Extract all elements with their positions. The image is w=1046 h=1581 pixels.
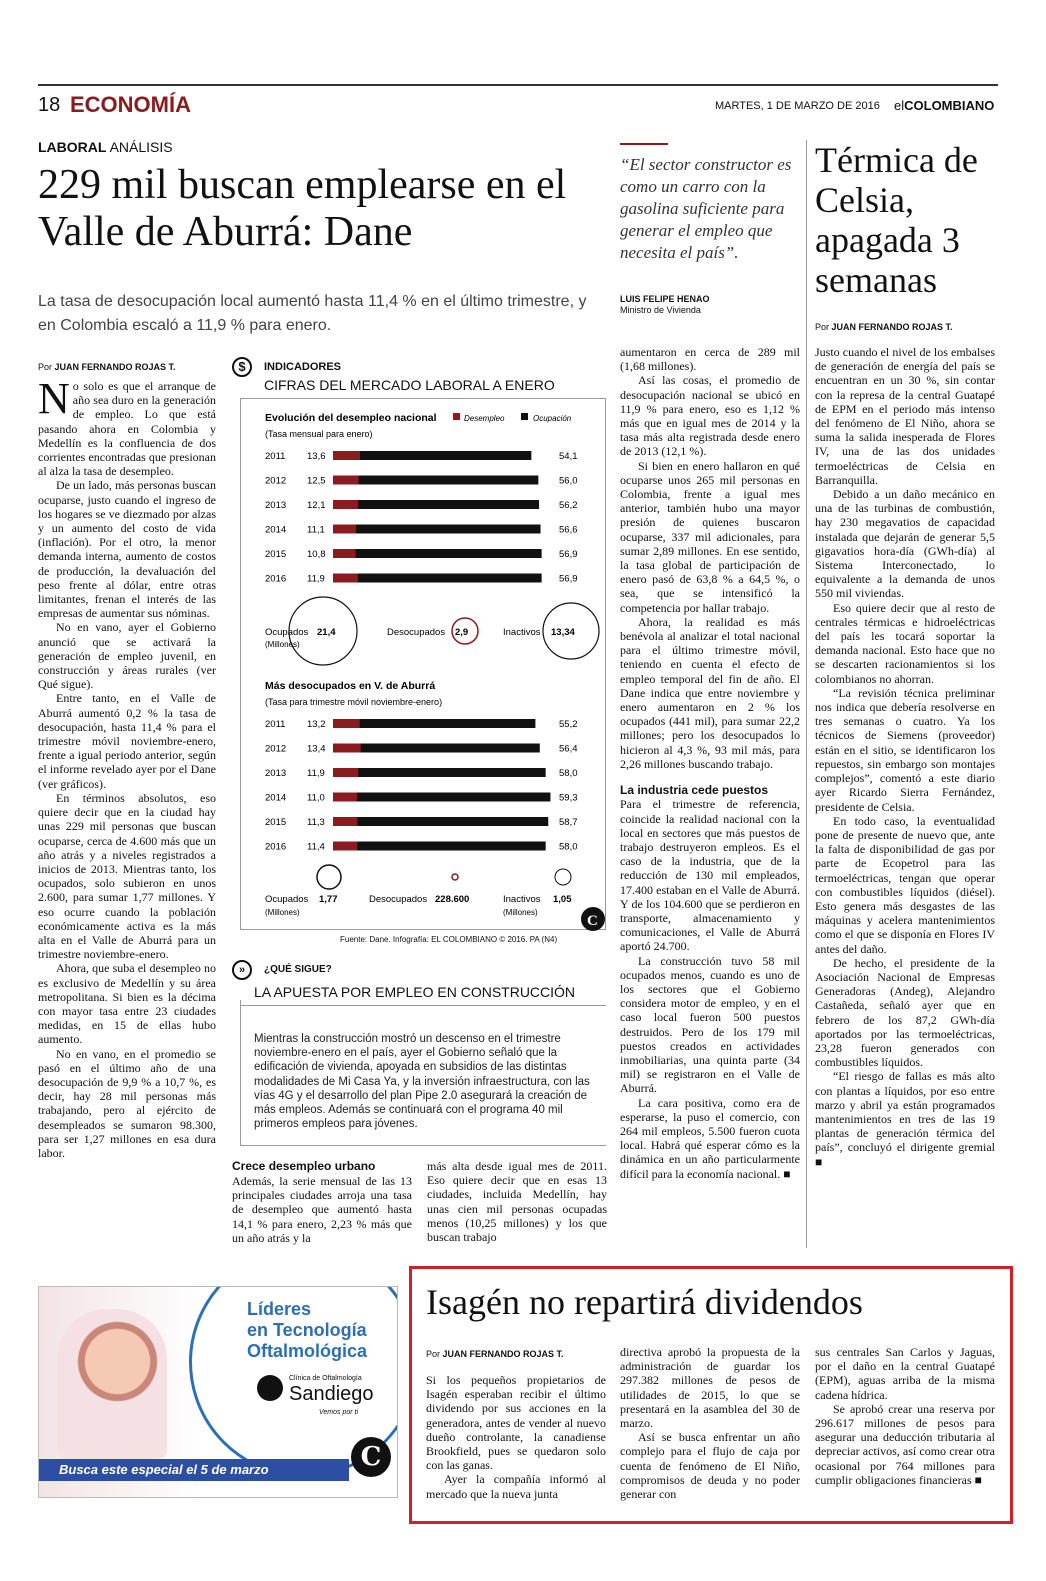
paragraph: Así se busca enfrentar un año complejo para el flujo de caja por cuenta de fenómeno de El Niño, compromisos de deuda y no poder generar con	[620, 1430, 800, 1502]
paragraph: La cara positiva, como era de esperarse, la puso el comercio, con 264 mil empleos, 5.500 fueron cuota local. Habrá qué esperar cómo es la dinámica en un año particularmente difícil para la economía nacional. ■	[620, 1095, 800, 1181]
paragraph: “El riesgo de fallas es más alto con plantas a líquidos, por eso entre marzo y abril ya están programados mantenimientos en tres de las 19 plantas de generación térmica del país”, concluyó el dirigente gremial ■	[815, 1069, 995, 1169]
girl-photo-icon	[57, 1309, 167, 1459]
section-title: ECONOMÍA	[70, 92, 191, 117]
ocupacion-label: 58,0	[559, 768, 578, 779]
year-label: 2015	[265, 549, 287, 560]
ocupacion-bar	[333, 451, 531, 460]
block-title: Más desocupados en V. de Aburrá	[265, 680, 436, 692]
ocupados-label: Ocupados	[265, 627, 309, 638]
infographic-chart	[241, 399, 607, 931]
byline-prefix: Por	[815, 322, 830, 332]
ocupacion-label: 56,2	[559, 500, 578, 511]
ocupacion-bar	[333, 549, 542, 558]
desempleo-bar	[333, 549, 356, 558]
crece-right: más alta desde igual mes de 2011. Eso quiere decir que en esas 13 ciudades, incluida Medellín, hay unas cien mil personas ocupadas menos (10,25 millones) y los que buscan trabajo	[427, 1159, 607, 1245]
quote-role: Ministro de Vivienda	[620, 305, 701, 315]
year-label: 2014	[265, 524, 287, 536]
inactivos-value: 1,05	[553, 894, 572, 905]
ocupados-value: 21,4	[317, 627, 336, 638]
brand-prefix: el	[894, 98, 905, 113]
inactivos-circle	[555, 869, 571, 885]
paragraph: Ahora, la realidad es más benévola al analizar el total nacional para el último trimestre móvil, teniendo en cuenta el efecto de empleo temporal del fin de año. El Dane indica que entre noviembre y enero aumentaron en 2 % los ocupados (441 mil), para sumar 22,2 millones; pero los desocupados lo hicieron al 4,3 %, 93 mil más, para 2,26 millones buscando trabajo.	[620, 614, 800, 771]
legend-ocupacion-swatch	[521, 413, 528, 420]
infographic-box	[240, 398, 606, 930]
desocupados-value: 2,9	[455, 627, 469, 638]
desempleo-label: 11,0	[307, 792, 325, 804]
year-label: 2016	[265, 841, 287, 853]
double-chevron-icon: »	[232, 960, 252, 980]
kicker-bold: LABORAL	[38, 139, 107, 155]
inactivos-value: 13,34	[551, 627, 575, 638]
desempleo-bar	[333, 525, 356, 534]
que-sigue-text: Mientras la construcción mostró un descenso en el trimestre noviembre-enero en el país, ayer el Gobierno señaló que la edificación de vivienda, apoyada en subsidios de las distintas modalidades de Mi Casa Ya, y la inversión infraestructura, con las vías 4G y el desarrollo del plan Pipe 2.0 asegurará la creación de más empleos. Además se continuará con el programa 40 mil primeros empleos para jóvenes.	[254, 1033, 590, 1131]
quote-author: LUIS FELIPE HENAO	[620, 294, 710, 304]
ocupacion-bar	[333, 817, 548, 826]
inactivos-unit: (Millones)	[503, 908, 538, 917]
desempleo-bar	[333, 793, 357, 802]
desempleo-label: 11,9	[307, 573, 325, 585]
desocupados-label: Desocupados	[369, 894, 428, 905]
paragraph: “La revisión técnica preliminar nos indica que debería resolverse en tres semanas o cuatro. Ya los técnicos de Siemens (proveedor) están en el sitio, se identificaron los repuestos, sin embargo son montajes complejos”, comentó a este diario ayer Ricardo Sierra Fernández, presidente de Celsia.	[815, 685, 995, 814]
quote-rule	[620, 143, 668, 145]
legend-desempleo-swatch	[453, 413, 460, 420]
paragraph: La construcción tuvo 58 mil ocupados menos, cuando es uno de los sectores que el Gobierno considera motor de empleo, y en el caso local fueron 500 puestos destruidos. Pero de los 179 mil puestos creados en actividades inmobiliarias, una quinta parte (34 mil) se registraron en el Valle de Aburrá.	[620, 953, 800, 1096]
ocupacion-bar	[333, 719, 535, 728]
ocupacion-label: 54,1	[559, 451, 578, 462]
year-label: 2012	[265, 743, 287, 755]
paragraph: Debido a un daño mecánico en una de las turbinas de combustión, hay 230 megavatios de capacidad instalada que dejarán de generar 5,5 gigavatios hora-día (GWh-día) al Sistema Interconectado, lo equivalente a la demanda de unos 550 mil viviendas.	[815, 487, 995, 601]
byline-name: JUAN FERNANDO ROJAS T.	[831, 322, 953, 332]
que-sigue-bottom-rule	[240, 1145, 606, 1146]
inactivos-label: Inactivos	[503, 894, 541, 905]
year-label: 2013	[265, 768, 287, 779]
ocupacion-label: 58,0	[559, 841, 578, 853]
ad-slogan: Vemos por ti	[319, 1409, 359, 1416]
byline-prefix: Por	[426, 1349, 441, 1359]
paragraph: No en vano, ayer el Gobierno anunció que se activará la generación de empleo juvenil, en construcción y áreas rurales (ver Qué sigue).	[38, 620, 216, 692]
desempleo-bar	[333, 719, 360, 728]
isagen-story	[409, 1266, 1013, 1524]
isagen-col2	[620, 1345, 800, 1501]
legend-desempleo: Desempleo	[464, 414, 505, 423]
brand-name: COLOMBIANO	[904, 98, 995, 113]
col3-subhead: La industria cede puestos	[620, 783, 769, 798]
colombiano-badge-icon: C	[351, 1437, 391, 1477]
desempleo-label: 11,4	[307, 841, 325, 853]
que-sigue-rule	[240, 1005, 606, 1006]
desempleo-label: 12,1	[307, 500, 326, 511]
block-subtitle: (Tasa mensual para enero)	[265, 429, 373, 439]
paragraph: aumentaron en cerca de 289 mil (1,68 millones).	[620, 345, 800, 374]
ocupacion-bar	[333, 842, 546, 851]
year-label: 2015	[265, 817, 287, 828]
paragraph: Para el trimestre de referencia, coincide la realidad nacional con la local en sectores que más puestos de trabajo destruyeron empleos. Es el caso de la industria, que de la reducción de 130 mil empleados, 17.400 estaban en el Valle de Aburrá. Y de los 104.600 que se perdieron en transporte, almacenamiento y comunicaciones, el Valle de Aburrá aportó 24.700.	[620, 797, 800, 954]
ocupacion-label: 56,9	[559, 573, 578, 585]
brand-logo	[894, 98, 994, 113]
ocupacion-label: 56,9	[559, 549, 578, 560]
ad-clinic-name: Sandiego	[289, 1383, 374, 1405]
que-sigue-title: LA APUESTA POR EMPLEO EN CONSTRUCCIÓN	[254, 984, 576, 1000]
desempleo-bar	[333, 476, 359, 485]
paragraph: Entre tanto, en el Valle de Aburrá aumentó 0,2 % la tasa de desocupación, hasta 11,4 % para el trimestre móvil noviembre-enero, frente a igual periodo anterior, según el informe revelado ayer por el Dane (ver gráficos).	[38, 691, 216, 791]
ocupacion-bar	[333, 476, 538, 485]
que-sigue-label: ¿QUÉ SIGUE?	[264, 964, 332, 975]
advertisement[interactable]	[38, 1286, 398, 1498]
ocupados-unit: (Millones)	[265, 908, 300, 917]
year-label: 2016	[265, 573, 287, 585]
desempleo-label: 12,5	[307, 475, 326, 487]
paragraph: Así las cosas, el promedio de desocupación nacional se ubicó en 11,9 % para enero, eso es 1,12 % más que en igual mes de 2014 y la tasa más alta registrada desde enero de 2013 (12,1 %).	[620, 373, 800, 459]
desempleo-bar	[333, 842, 357, 851]
year-label: 2011	[265, 451, 286, 462]
isagen-headline: Isagén no repartirá dividendos	[426, 1282, 863, 1322]
ocupacion-label: 58,7	[559, 817, 578, 828]
ad-line2: en Tecnología	[247, 1320, 367, 1340]
ocupacion-bar	[333, 574, 542, 583]
year-label: 2013	[265, 500, 287, 511]
paragraph: De un lado, más personas buscan ocuparse, justo cuando el ingreso de los hogares se ve diezmado por alzas y un aumento del costo de vida (inflación). Por el otro, la menor demanda interna, aumento de costos de producción, la devaluación del peso frente al dólar, entre otras limitantes, frenan el interés de las empresas de aumentar sus nóminas.	[38, 478, 216, 621]
byline-prefix: Por	[38, 362, 53, 372]
desempleo-bar	[333, 817, 357, 826]
colombiano-c-letter: C	[587, 913, 598, 929]
side-byline	[815, 322, 953, 332]
infographic-label: INDICADORES	[264, 361, 342, 373]
desempleo-label: 10,8	[307, 549, 326, 560]
paragraph: Ayer la compañía informó al mercado que la nueva junta	[426, 1472, 606, 1501]
issue-date: MARTES, 1 DE MARZO DE 2016	[715, 100, 880, 112]
desempleo-label: 13,2	[307, 719, 326, 730]
ocupados-circle	[317, 865, 341, 889]
top-rule	[38, 84, 998, 86]
pull-quote: “El sector constructor es como un carro con la gasolina suficiente para generar el empleo que necesita el país”.	[620, 155, 792, 262]
paragraph: Justo cuando el nivel de los embalses de generación de energía del país se encuentran en un 30 %, sin contar con la represa de la central Guatapé de EPM en el periodo más intenso del fenómeno de El Niño, ahora se suma la salida inesperada de Flores IV, una de las dos unidades termoeléctricas de Celsia en Barranquilla.	[815, 345, 995, 487]
year-label: 2014	[265, 792, 287, 804]
crece-subhead: Crece desempleo urbano	[232, 1159, 376, 1173]
byline-name: JUAN FERNANDO ROJAS T.	[442, 1349, 564, 1359]
ocupacion-bar	[333, 768, 546, 777]
paragraph: Ahora, que suba el desempleo no es exclusivo de Medellín y su área metropolitana. Si bien es la décima con mayor tasa entre 23 ciudades medidas, en 15 de ellas hubo aumento.	[38, 961, 216, 1047]
desempleo-bar	[333, 500, 358, 509]
paragraph: De hecho, el presidente de la Asociación Nacional de Empresas Generadoras (Andeg), Alejandro Castañeda, señaló ayer que en febrero de los 87,2 GWh-día aportados por las termoeléctricas, 23,28 fueron generados con combustibles líquidos.	[815, 955, 995, 1070]
ad-line1: Líderes	[247, 1299, 312, 1319]
isagen-byline	[426, 1349, 564, 1359]
ocupacion-bar	[333, 744, 540, 753]
ocupacion-label: 56,6	[559, 524, 578, 536]
paragraph: Eso quiere decir que al resto de centrales térmicas e hidroeléctricas del país les tocará soportar la demanda nacional. Esto hace que no se descarten racionamientos si los colombianos no ahorran.	[815, 600, 995, 686]
block-title: Evolución del desempleo nacional	[265, 412, 437, 424]
paragraph: En todo caso, la eventualidad pone de presente de nuevo que, ante la falta de disponibilidad de gas por parte de Ecopetrol para las termoeléctricas, tengan que operar con combustibles líquidos (diésel). Esto genera más desgastes de las máquinas y acelera mantenimientos como el que se disponía en Flores IV antes del daño.	[815, 813, 995, 956]
year-label: 2012	[265, 475, 287, 487]
ad-headline	[247, 1299, 367, 1362]
ad-banner: Busca este especial el 5 de marzo	[39, 1459, 349, 1481]
ocupados-label: Ocupados	[265, 894, 309, 905]
block-subtitle: (Tasa para trimestre móvil noviembre-enero)	[265, 697, 443, 707]
ocupacion-bar	[333, 500, 539, 509]
desempleo-label: 13,4	[307, 743, 326, 755]
paragraph: En términos absolutos, eso quiere decir que en la ciudad hay unas 229 mil personas que buscan ocuparse, cerca de 4.600 más que un año atrás y a niveles registrados a inicios de 2013. Mientras tanto, los ocupados, solo subieron en unos 2.600, para sumar 1,77 millones. Y eso ocurre cuando la población económicamente activa es la más alta en el Valle de Aburrá para un trimestre noviembre-enero.	[38, 790, 216, 962]
ocupacion-label: 59,3	[559, 792, 578, 804]
desempleo-bar	[333, 744, 361, 753]
side-col	[815, 345, 995, 1169]
desempleo-label: 11,9	[307, 768, 325, 779]
desempleo-label: 11,1	[307, 524, 325, 536]
column-rule	[806, 140, 807, 1248]
isagen-col3	[815, 1345, 995, 1487]
page-number: 18	[38, 94, 61, 116]
dropcap: N	[38, 374, 70, 423]
main-headline: 229 mil buscan emplearse en el Valle de Aburrá: Dane	[38, 162, 567, 255]
desocupados-value: 228.600	[435, 894, 470, 905]
year-label: 2011	[265, 719, 286, 730]
kicker	[38, 139, 173, 155]
paragraph: Si bien en enero hallaron en qué ocuparse unos 265 mil personas en Colombia, frente a igual mes anterior, también hubo una mayor presión de quienes buscaron ocuparse, 337 mil adicionales, para sumar 2,89 millones. En ese sentido, la tasa global de participación de enero pasó de 63,8 % a 64,5 %, o sea, que se intensificó la competencia por hallar trabajo.	[620, 458, 800, 615]
main-deck: La tasa de desocupación local aumentó hasta 11,4 % en el último trimestre, y en Colombia escaló a 11,9 % para enero.	[38, 293, 587, 334]
byline-name: JUAN FERNANDO ROJAS T.	[54, 362, 176, 372]
side-headline: Térmica de Celsia, apagada 3 semanas	[815, 140, 978, 300]
desocupados-label: Desocupados	[387, 627, 446, 638]
ad-clinic-small: Clínica de Oftalmología	[289, 1375, 362, 1382]
kicker-rest: ANÁLISIS	[109, 139, 173, 155]
desempleo-bar	[333, 768, 358, 777]
ocupacion-bar	[333, 525, 541, 534]
desempleo-label: 11,3	[307, 817, 325, 828]
infographic-source: Fuente: Dane. Infografía: EL COLOMBIANO © 2016. PA (N4)	[340, 935, 558, 944]
dollar-icon: $	[232, 357, 252, 377]
desempleo-bar	[333, 451, 360, 460]
paragraph: Si los pequeños propietarios de Isagén esperaban recibir el último dividendo por sus acciones en la generadora, antes de vender al nuevo dueño controlante, la canadiense Brookfield, pues se quedaron solo con las ganas.	[426, 1373, 606, 1473]
que-sigue-left-rule	[240, 1000, 241, 1145]
ad-line3: Oftalmológica	[247, 1341, 368, 1361]
eye-logo-icon	[257, 1375, 283, 1401]
desocupados-circle	[452, 874, 458, 880]
main-col3	[620, 345, 800, 1181]
isagen-col1	[426, 1373, 606, 1501]
paragraph: sus centrales San Carlos y Jaguas, por el daño en la central Guatapé (EPM), aguas arriba de la misma cadena hídrica.	[815, 1345, 995, 1402]
main-col1	[38, 374, 216, 1160]
ocupados-value: 1,77	[319, 894, 338, 905]
paragraph: Se aprobó crear una reserva por 296.617 millones de pesos para asegurar una deducción tributaria al depreciar activos, así como crear otra ocasional por 764 millones para cumplir obligaciones financieras ■	[815, 1401, 995, 1487]
infographic-title: CIFRAS DEL MERCADO LABORAL A ENERO	[264, 377, 555, 393]
ocupados-unit: (Millones)	[265, 640, 300, 649]
desempleo-bar	[333, 574, 358, 583]
desempleo-label: 13,6	[307, 451, 326, 462]
legend-ocupacion: Ocupación	[533, 414, 572, 423]
ocupacion-label: 56,4	[559, 743, 578, 755]
paragraph: No en vano, en el promedio se pasó en el último año de una desocupación de 9,9 % a 10,7 %, es decir, hay 28 mil personas más trabajando, pero al ejército de desempleados se sumaron 98.300, para ser 1,27 millones en esa dura labor.	[38, 1046, 216, 1160]
ocupacion-label: 56,0	[559, 475, 578, 487]
paragraph: directiva aprobó la propuesta de la administración de guardar los 297.382 millones de pesos de utilidades de 2015, lo que se presentará en la asamblea del 30 de marzo.	[620, 1345, 800, 1431]
paragraph: o solo es que el arranque de año sea duro en la generación de empleo. Lo que está pasando ahora en Colombia y Medellín es la confluencia de dos corrientes encontradas que presionan al alza la tasa de desempleo.	[38, 379, 216, 479]
main-byline	[38, 362, 176, 372]
ocupacion-label: 55,2	[559, 719, 578, 730]
crece-left: Además, la serie mensual de las 13 principales ciudades arroja una tasa de desempleo que aumentó hasta 14,1 % para enero, 2,23 % más que un año atrás y la	[232, 1174, 412, 1245]
inactivos-label: Inactivos	[503, 627, 541, 638]
ocupacion-bar	[333, 793, 550, 802]
